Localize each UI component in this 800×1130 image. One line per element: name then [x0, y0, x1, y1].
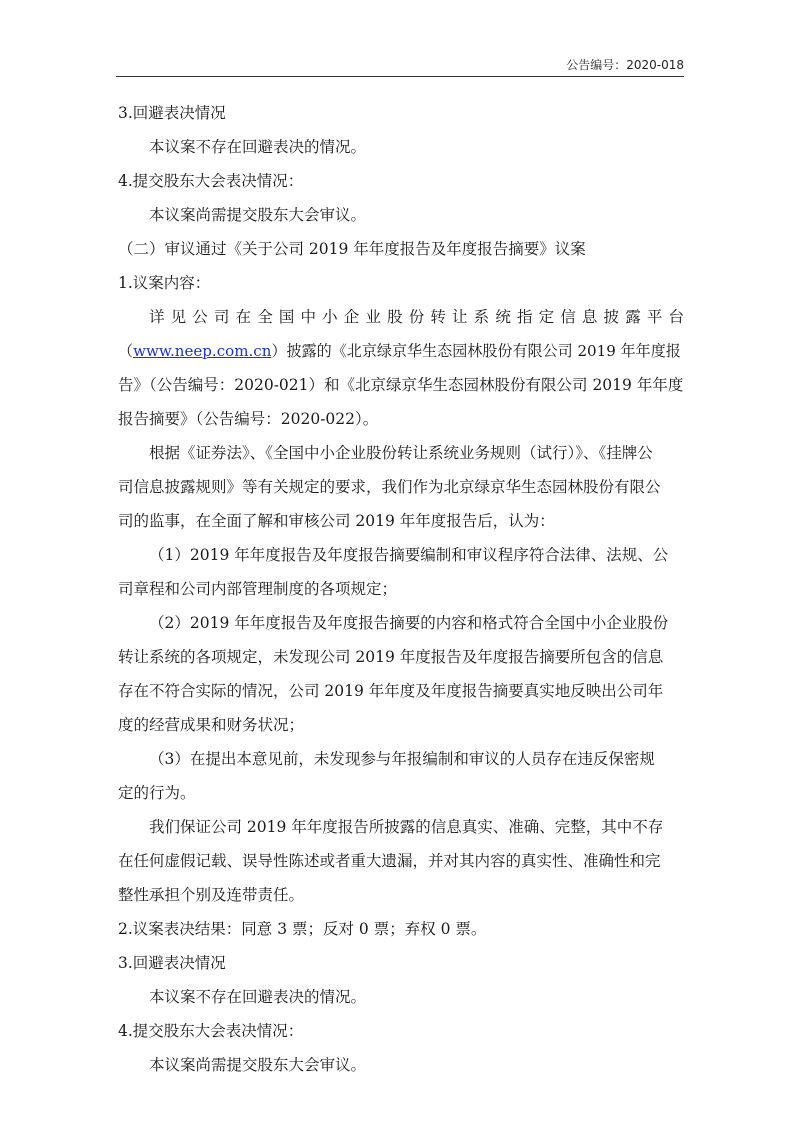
paragraph-line: 整性承担个别及连带责任。 — [118, 886, 305, 904]
paragraph: 本议案尚需提交股东大会审议。 — [149, 206, 367, 224]
paragraph-line: 司的监事，在全面了解和审核公司 2019 年年度报告后，认为： — [118, 512, 555, 530]
header-divider — [116, 76, 684, 77]
opinion-item-2: （2）2019 年年度报告及年度报告摘要的内容和格式符合全国中小企业股份 — [149, 614, 669, 632]
opinion-item-3: （3）在提出本意见前，未发现参与年报编制和审议的人员存在违反保密规 — [149, 750, 655, 768]
paragraph: 本议案不存在回避表决的情况。 — [149, 988, 367, 1006]
opinion-item-1: （1）2019 年年度报告及年度报告摘要编制和审议程序符合法律、法规、公 — [149, 546, 669, 564]
paragraph-line: 报告摘要》（公告编号：2020-022）。 — [118, 410, 379, 428]
paragraph-text: ）披露的《北京绿京华生态园林股份有限公司 2019 年年度报 — [271, 342, 681, 360]
paragraph-line: 根据《证券法》、《全国中小企业股份转让系统业务规则（试行）》、《挂牌公 — [149, 444, 653, 462]
paragraph: 本议案不存在回避表决的情况。 — [149, 138, 367, 156]
disclosure-platform-link[interactable]: www.neep.com.cn — [133, 342, 272, 360]
motion-title: （二）审议通过《关于公司 2019 年年度报告及年度报告摘要》议案 — [118, 240, 586, 258]
paragraph-line: 度的经营成果和财务状况； — [118, 716, 305, 734]
paren-open: （ — [118, 342, 134, 360]
paragraph-line: 告》（公告编号：2020-021）和《北京绿京华生态园林股份有限公司 2019 年年度 — [118, 376, 684, 394]
paragraph-line: 司信息披露规则》等有关规定的要求，我们作为北京绿京华生态园林股份有限公 — [118, 478, 661, 496]
paragraph-line: 详见公司在全国中小企业股份转让系统指定信息披露平台 — [149, 308, 684, 326]
announcement-number: 公告编号：2020-018 — [566, 58, 684, 72]
section-heading: 4.提交股东大会表决情况： — [118, 172, 304, 190]
section-heading: 3.回避表决情况 — [118, 954, 226, 972]
paragraph-line: 在任何虚假记载、误导性陈述或者重大遗漏，并对其内容的真实性、准确性和完 — [118, 852, 661, 870]
document-body — [118, 96, 684, 1082]
paragraph-line: 我们保证公司 2019 年年度报告所披露的信息真实、准确、完整，其中不存 — [149, 818, 664, 836]
vote-result: 2.议案表决结果：同意 3 票；反对 0 票；弃权 0 票。 — [118, 920, 487, 938]
section-heading: 3.回避表决情况 — [118, 104, 226, 122]
paragraph-line: 司章程和公司内部管理制度的各项规定； — [118, 580, 398, 598]
paragraph-line: 存在不符合实际的情况，公司 2019 年年度及年度报告摘要真实地反映出公司年 — [118, 682, 664, 700]
section-heading: 1.议案内容： — [118, 274, 211, 292]
paragraph: 本议案尚需提交股东大会审议。 — [149, 1056, 367, 1074]
paragraph-line: 转让系统的各项规定，未发现公司 2019 年度报告及年度报告摘要所包含的信息 — [118, 648, 664, 666]
paragraph-line — [118, 334, 684, 368]
section-heading: 4.提交股东大会表决情况： — [118, 1022, 304, 1040]
paragraph-line: 定的行为。 — [118, 784, 196, 802]
